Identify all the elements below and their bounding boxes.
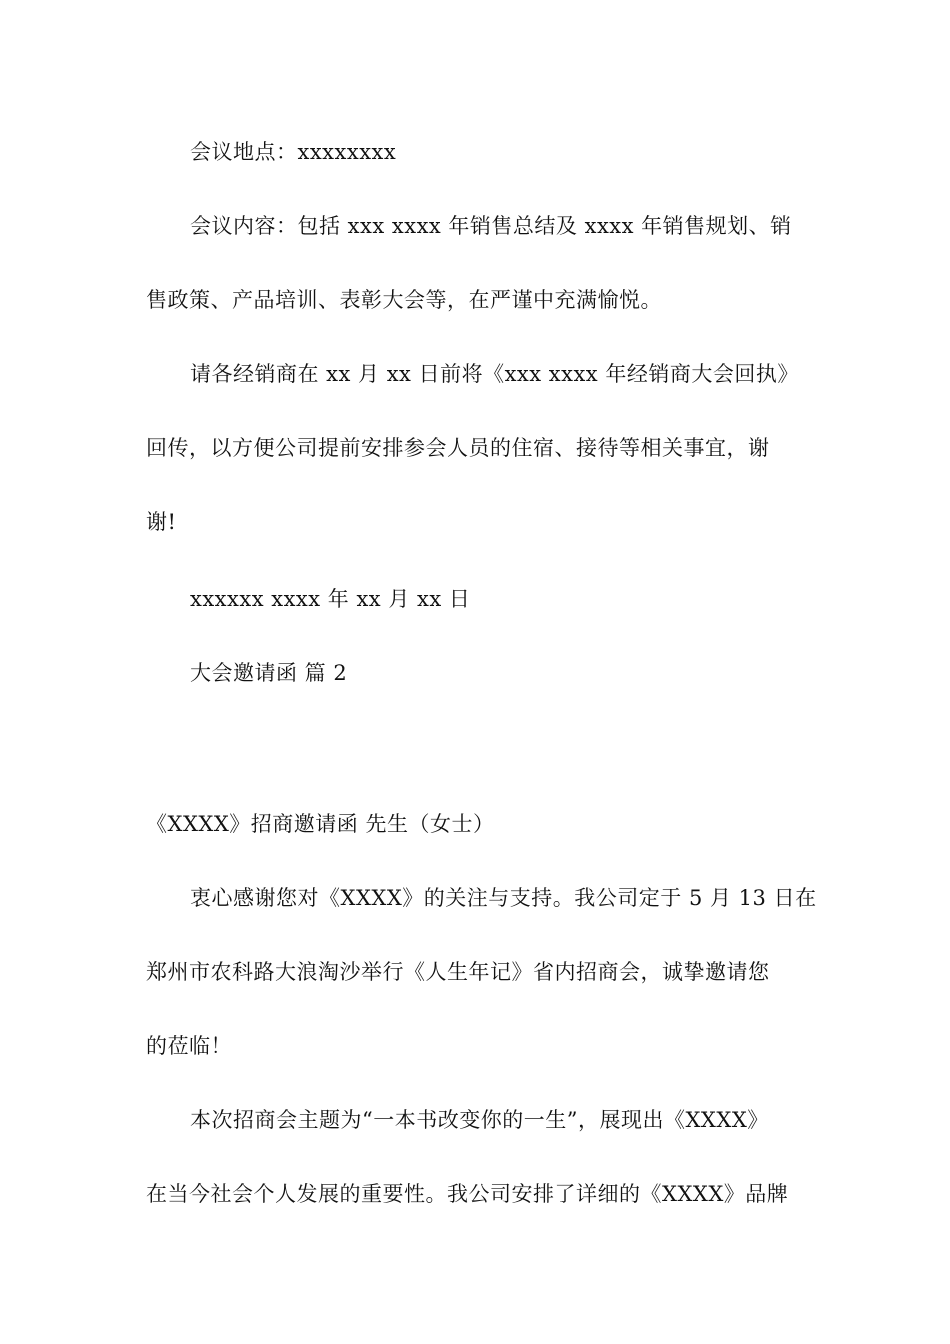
dealer-request-line-1: 请各经销商在 xx 月 xx 日前将《xxx xxxx 年经销商大会回执》: [190, 362, 799, 386]
signature-date-line: xxxxxx xxxx 年 xx 月 xx 日: [190, 587, 471, 611]
thanks-line-3: 的莅临！: [146, 1034, 232, 1058]
meeting-content-line-2: 售政策、产品培训、表彰大会等，在严谨中充满愉悦。: [146, 288, 662, 312]
theme-line-2: 在当今社会个人发展的重要性。我公司安排了详细的《XXXX》品牌: [146, 1182, 789, 1206]
theme-line-1: 本次招商会主题为“一本书改变你的一生”，展现出《XXXX》: [190, 1108, 769, 1132]
section-heading: 大会邀请函 篇 2: [190, 661, 348, 685]
thanks-line-1: 衷心感谢您对《XXXX》的关注与支持。我公司定于 5 月 13 日在: [190, 886, 817, 910]
meeting-content-line-1: 会议内容：包括 xxx xxxx 年销售总结及 xxxx 年销售规划、销: [190, 214, 792, 238]
meeting-location-line: 会议地点：xxxxxxxx: [190, 140, 397, 164]
thanks-line-2: 郑州市农科路大浪淘沙举行《人生年记》省内招商会，诚挚邀请您: [146, 960, 770, 984]
dealer-request-line-2: 回传，以方便公司提前安排参会人员的住宿、接待等相关事宜，谢: [146, 436, 770, 460]
dealer-request-line-3: 谢!: [146, 510, 177, 534]
invitation-title-line: 《XXXX》招商邀请函 先生（女士）: [146, 812, 495, 836]
